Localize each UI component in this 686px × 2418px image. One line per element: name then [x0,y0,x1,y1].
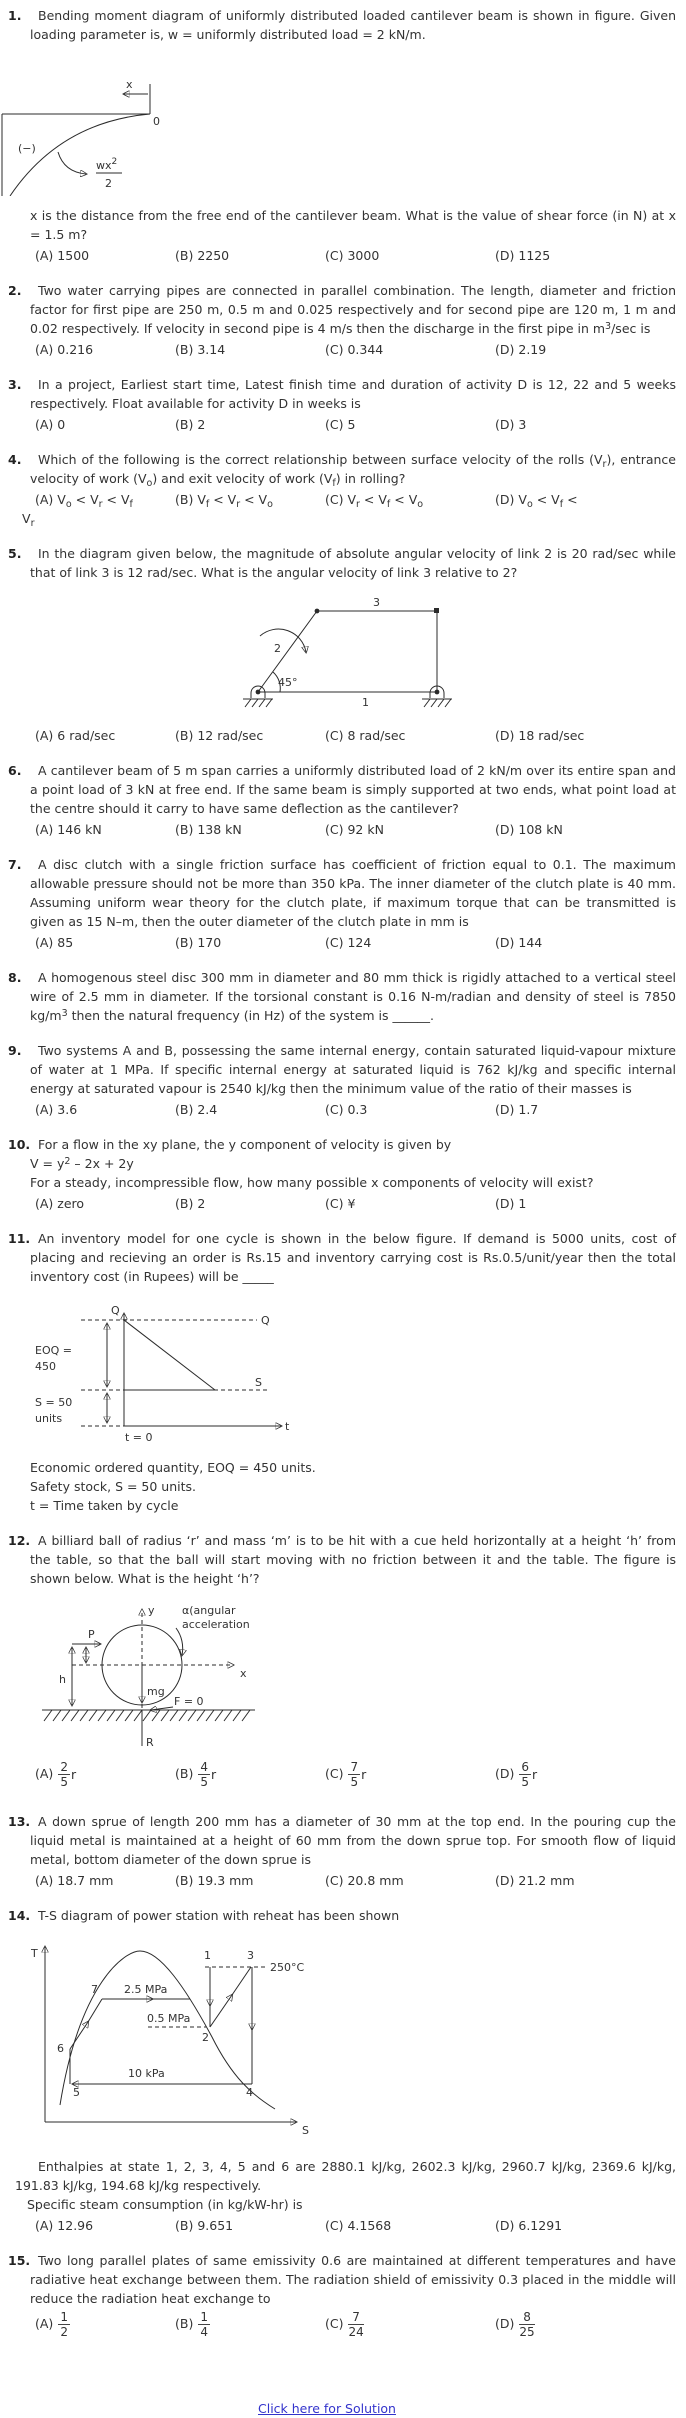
option-a: (A) 3.6 [35,1102,78,1117]
option-b: (B) $\frac{1}{4}$ [175,2310,208,2339]
question-number: 14. [8,1908,31,1923]
figure-label-alpha: α(angular [182,1604,236,1617]
options-row [35,490,676,509]
option-b: (B) 2.4 [175,1102,218,1117]
options-row [35,820,676,839]
option-b: (B) 3.14 [175,342,226,357]
figure-label-alpha2: acceleration [182,1618,250,1631]
option-c: (C) $V_r < V_f < V_o$ [325,492,424,510]
question-number: 1. [8,8,22,23]
question-text: T-S diagram of power station with reheat has been shown [38,1908,400,1923]
question-text: In a project, Earliest start time, Latest finish time and duration of activity D is 12, 22 and 5 weeks respectively. Float available for activity D in weeks is [30,377,676,411]
question-number: 10. [8,1137,31,1152]
figure-label-angle: 45° [278,676,298,689]
question-10 [8,1135,676,1213]
question-number: 12. [8,1533,31,1548]
option-d: (D) 108 kN [495,822,563,837]
question-13 [8,1812,676,1890]
figure-label-negative: (−) [18,142,36,155]
legend-line: Economic ordered quantity, EOQ = 450 units. [30,1460,316,1475]
options-row [35,415,676,434]
question-11 [8,1229,676,1515]
question-text: Bending moment diagram of uniformly distributed loaded cantilever beam is shown in figure. Given loading parameter is, w = uniformly distributed load = 2 kN/m. [30,8,676,42]
question-number: 9. [8,1043,22,1058]
option-a: (A) zero [35,1196,85,1211]
question-12 [8,1531,676,1796]
figure-label-denominator: 2 [105,177,112,190]
question-text: In the diagram given below, the magnitude of absolute angular velocity of link 2 is 20 rad/sec while that of link 3 is 12 rad/sec. What is the angular velocity of link 3 relative to 2? [30,546,676,580]
option-c: (C) ¥ [325,1196,356,1211]
question-8 [8,968,676,1025]
option-a: (A) 12.96 [35,2218,94,2233]
question-7 [8,855,676,952]
option-d: (D) 6.1291 [495,2218,563,2233]
question-text: Enthalpies at state 1, 2, 3, 4, 5 and 6 are 2880.1 kJ/kg, 2602.3 kJ/kg, 2960.7 kJ/kg, 2369.6 kJ/kg, 191.83 kJ/kg, 194.68 kJ/kg respectively. [15,2159,676,2193]
figure-label-units: units [35,1412,63,1425]
question-number: 15. [8,2253,31,2268]
option-b: (B) 2250 [175,248,230,263]
question-1 [8,6,676,265]
figure-label-state4: 4 [246,2086,253,2099]
figure-label-state2: 2 [202,2031,209,2044]
ts-diagram-figure [0,1937,330,2147]
option-d: (D) $\frac{8}{25}$ [495,2310,535,2339]
options-row [35,246,676,265]
four-bar-linkage-figure [140,594,480,716]
options-row [35,1871,676,1890]
figure-label-mg: mg [147,1685,165,1698]
figure-label-eoq: EOQ = [35,1344,72,1357]
option-b: (B) 12 rad/sec [175,728,264,743]
figure-label-x: x [240,1667,247,1680]
option-a: (A) 0.216 [35,342,94,357]
option-b: (B) 138 kN [175,822,242,837]
figure-label-state1: 1 [204,1949,211,1962]
question-text: Two systems A and B, possessing the same internal energy, contain saturated liquid-vapour mixture of water at 1 MPa. If specific internal energy at saturated liquid is 762 kJ/kg and specific internal energy at saturated vapour is 2540 kJ/kg then the minimum value of the ratio of their masses is [30,1043,676,1096]
figure-label-p: P [88,1628,95,1641]
question-text: Which of the following is the correct relationship between surface velocity of the rolls $(V_r)$, entrance velocity of work $(V_o)$ and exit velocity of work $(V_f)$ in rolling? [30,452,676,489]
options-row [35,1760,676,1796]
question-text: For a flow in the xy plane, the y component of velocity is given by [38,1137,452,1152]
figure-label-t-axis: T [31,1947,38,1960]
question-number: 13. [8,1814,31,1829]
options-row [35,1100,676,1119]
option-a: (A) 0 [35,417,66,432]
question-number: 11. [8,1231,31,1246]
option-a: (A) 1500 [35,248,90,263]
figure-label-zero: 0 [153,115,160,128]
option-c: (C) 8 rad/sec [325,728,406,743]
option-d: (D) 144 [495,935,543,950]
figure-label-25mpa: 2.5 MPa [124,1983,168,1996]
option-c: (C) 3000 [325,248,380,263]
option-b: (B) 9.651 [175,2218,234,2233]
question-text: Specific steam consumption (in kg/kW-hr) is [27,2197,303,2212]
option-d: (D) 1.7 [495,1102,539,1117]
figure-label-state3: 3 [247,1949,254,1962]
question-14 [8,1906,676,2235]
option-d: (D) 1 [495,1196,527,1211]
option-c: (C) 92 kN [325,822,384,837]
figure-label-x: x [126,78,133,91]
solution-link[interactable]: Click here for Solution [258,2401,396,2416]
billiard-ball-figure [30,1600,340,1750]
question-6 [8,761,676,839]
figure-label-moment: $wx^2$ [96,157,118,172]
question-text: A disc clutch with a single friction surface has coefficient of friction equal to 0.1. The maximum allowable pressure should not be more than 350 kPa. The inner diameter of the clutch plate is 40 mm. Assuming uniform wear theory for the clutch plate, if maximum torque that can be transmitted is given as 15 N–m, then the outer diameter of the clutch plate in mm is [30,857,676,929]
option-d: (D) 2.19 [495,342,547,357]
question-2 [8,281,676,359]
question-text: A billiard ball of radius ‘r’ and mass ‘m’ is to be hit with a cue held horizontally at a height ‘h’ from the table, so that the ball will start moving with no friction between it and the table. The figure is shown below. What is the height ‘h’? [30,1533,676,1586]
option-c: (C) 20.8 mm [325,1873,404,1888]
figure-label-link1: 1 [362,696,369,709]
option-c: (C) 0.344 [325,342,384,357]
options-row [35,2216,676,2235]
figure-label-s-axis: S [302,2124,309,2137]
question-number: 7. [8,857,22,872]
option-d: (D) $\frac{6}{5}$ r [495,1760,538,1789]
option-b: (B) $\frac{4}{5}$ r [175,1760,217,1789]
question-text: A down sprue of length 200 mm has a diameter of 30 mm at the top end. In the pouring cup the liquid metal is maintained at a height of 60 mm from the down sprue top. For smooth flow of liquid metal, bottom diameter of the down sprue is [30,1814,676,1867]
figure-label-state5: 5 [73,2086,80,2099]
figure-label-state7: 7 [91,1983,98,1996]
question-4 [8,450,676,528]
question-text: A cantilever beam of 5 m span carries a uniformly distributed load of 2 kN/m over its entire span and a point load of 3 kN at free end. If the same beam is simply supported at two ends, what point load at the centre should it carry to have same deflection as the cantilever? [30,763,676,816]
option-a: (A) 85 [35,935,74,950]
question-number: 4. [8,452,22,467]
option-b: (B) 2 [175,1196,206,1211]
question-9 [8,1041,676,1119]
option-c: (C) $\frac{7}{5}$ r [325,1760,367,1789]
option-a: (A) 6 rad/sec [35,728,116,743]
question-text: Two water carrying pipes are connected in parallel combination. The length, diameter and friction factor for first pipe are 250 m, 0.5 m and 0.025 respectively and for second pipe are 120 m, 1 m and 0.02 respectively. If velocity in second pipe is 4 m/s then the discharge in the first pipe in $m^3/\sec$ is [30,283,676,336]
figure-label-t-axis: t [285,1420,290,1433]
question-text: Two long parallel plates of same emissivity 0.6 are maintained at different temperatures and have radiative heat exchange between them. The radiation shield of emissivity 0.3 placed in the middle will reduce the radiation heat exchange to [30,2253,676,2306]
option-a: (A) $\frac{2}{5}$ r [35,1760,77,1789]
option-d: (D) 18 rad/sec [495,728,585,743]
question-text: An inventory model for one cycle is shown in the below figure. If demand is 5000 units, cost of placing and recieving an order is Rs.15 and inventory carrying cost is Rs.0.5/unit/year then the total inventory cost (in Rupees) will be _____ [30,1231,676,1284]
options-row [35,2310,676,2346]
option-d: (D) 1125 [495,248,551,263]
legend-line: Safety stock, S = 50 units. [30,1479,197,1494]
option-a: (A) 18.7 mm [35,1873,114,1888]
figure-label-state6: 6 [57,2042,64,2055]
figure-label-friction: F = 0 [174,1695,204,1708]
inventory-model-figure [19,1298,349,1448]
question-5 [8,544,676,745]
figure-label-t0: t = 0 [125,1431,153,1444]
option-c: (C) $\frac{7}{24}$ [325,2310,364,2339]
bending-moment-diagram-figure [0,56,200,196]
option-d-wrap: $V_r$ [22,511,35,529]
figure-label-safety-stock: S = 50 [35,1396,73,1409]
option-d: (D) 21.2 mm [495,1873,575,1888]
figure-label-10kpa: 10 kPa [128,2067,165,2080]
options-row [35,726,676,745]
option-c: (C) 124 [325,935,372,950]
question-15 [8,2251,676,2346]
question-number: 5. [8,546,22,561]
equation: $V = y^2 - 2x + 2y$ [30,1156,134,1171]
figure-label-s-line: S [255,1376,262,1389]
figure-label-link3: 3 [373,596,380,609]
question-text: A homogenous steel disc 300 mm in diameter and 80 mm thick is rigidly attached to a vertical steel wire of 2.5 mm in diameter. If the torsional constant is 0.16 N-m/radian and density of steel is 7850 $kg/m^3$ then the natural frequency (in Hz) of the system is ______. [30,970,676,1023]
option-b: (B) 19.3 mm [175,1873,254,1888]
option-b: (B) 170 [175,935,222,950]
option-a: (A) $\frac{1}{2}$ [35,2310,68,2339]
question-text: x is the distance from the free end of the cantilever beam. What is the value of shear force (in N) at x = 1.5 m? [30,208,676,242]
option-b: (B) 2 [175,417,206,432]
question-number: 3. [8,377,22,392]
options-row [35,933,676,952]
figure-label-link2: 2 [274,642,281,655]
figure-label-h: h [59,1673,66,1686]
question-3 [8,375,676,434]
figure-label-r: R [146,1736,154,1749]
question-number: 2. [8,283,22,298]
option-c: (C) 5 [325,417,356,432]
option-b: (B) $V_f < V_r < V_o$ [175,492,273,510]
option-a: (A) 146 kN [35,822,102,837]
option-c: (C) 4.1568 [325,2218,392,2233]
option-c: (C) 0.3 [325,1102,368,1117]
figure-label-05mpa: 0.5 MPa [147,2012,191,2025]
question-number: 8. [8,970,22,985]
option-a: (A) $V_o < V_r < V_f$ [35,492,133,510]
figure-label-q-axis: Q [111,1304,120,1317]
figure-label-y: y [148,1604,155,1617]
option-d: (D) 3 [495,417,527,432]
options-row [35,1194,676,1213]
legend-line: t = Time taken by cycle [30,1498,179,1513]
figure-label-eoq-value: 450 [35,1360,56,1373]
options-row [35,340,676,359]
question-number: 6. [8,763,22,778]
figure-legend [30,1458,676,1515]
option-d: (D) $V_o < V_f$ < [495,492,578,510]
question-text: For a steady, incompressible flow, how many possible x components of velocity will exist? [30,1175,594,1190]
figure-label-250c: 250°C [270,1961,305,1974]
figure-label-q-line: Q [261,1314,270,1327]
